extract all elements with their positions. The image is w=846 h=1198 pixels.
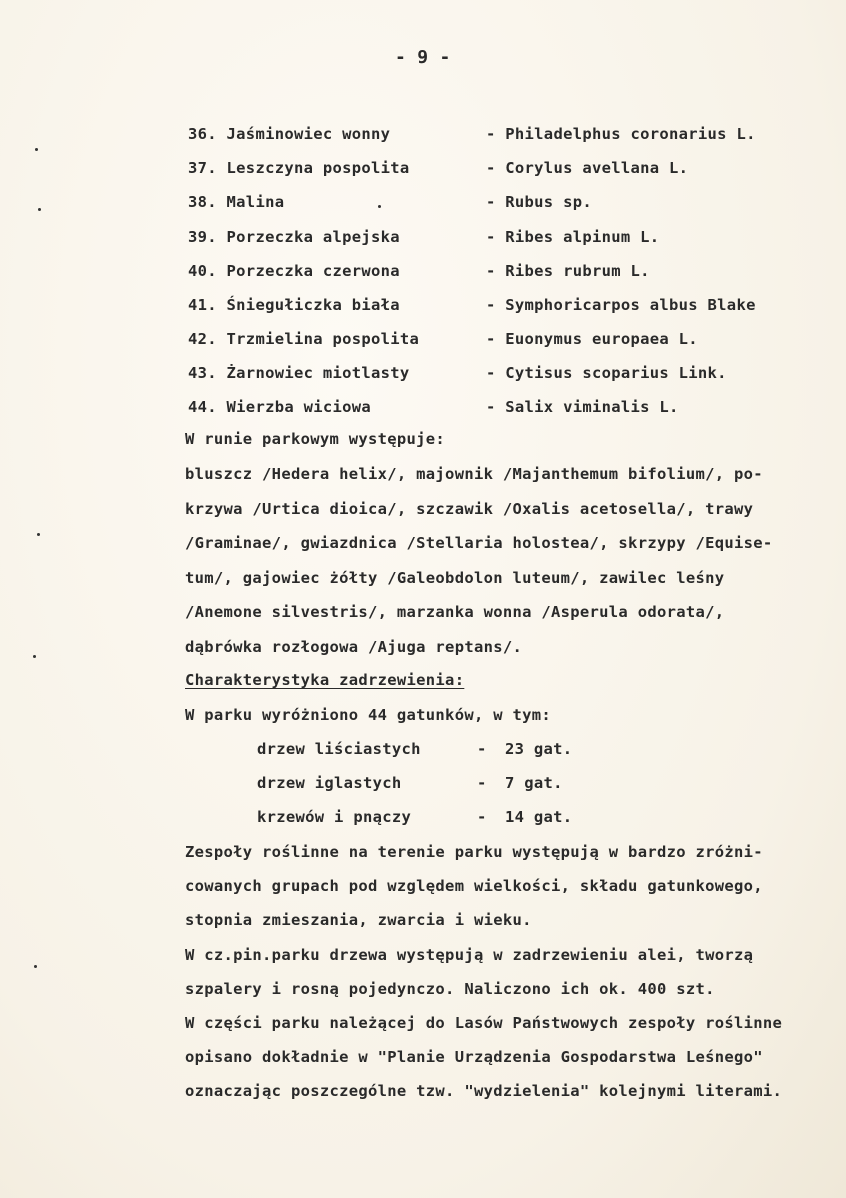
species-dash: - <box>486 296 496 314</box>
species-polish-name <box>188 398 371 416</box>
species-number: 41. <box>188 296 217 314</box>
species-latin-label: Ribes alpinum L. <box>505 228 660 246</box>
body-line: cowanych grupach pod względem wielkości, składu gatunkowego, <box>185 877 763 895</box>
species-dash: - <box>486 262 496 280</box>
species-row <box>188 159 828 193</box>
species-polish-label: Malina <box>226 193 285 211</box>
species-latin-label: Salix viminalis L. <box>505 398 679 416</box>
species-polish-label: Śniegułiczka biała <box>226 296 400 314</box>
species-number: 42. <box>188 330 217 348</box>
body-line: W cz.pin.parku drzewa występują w zadrzewieniu alei, tworzą <box>185 946 754 964</box>
species-number: 37. <box>188 159 217 177</box>
species-latin-name <box>486 364 727 382</box>
species-polish-name <box>188 296 400 314</box>
characteristics-intro: W parku wyróżniono 44 gatunków, w tym: <box>185 706 552 724</box>
runo-line: /Anemone silvestris/, marzanka wonna /Asperula odorata/, <box>185 603 725 621</box>
species-latin-label: Euonymus europaea L. <box>505 330 698 348</box>
species-row <box>188 398 828 432</box>
body-line: stopnia zmieszania, zwarcia i wieku. <box>185 911 532 929</box>
species-latin-label: Rubus sp. <box>505 193 592 211</box>
species-polish-label: Wierzba wiciowa <box>226 398 372 416</box>
species-latin-name <box>486 125 756 143</box>
body-line: opisano dokładnie w "Planie Urządzenia Gospodarstwa Leśnego" <box>185 1048 763 1066</box>
species-number: 39. <box>188 228 217 246</box>
species-latin-name <box>486 159 688 177</box>
speck <box>378 205 381 208</box>
species-latin-name <box>486 296 756 314</box>
species-polish-label: Żarnowiec miotlasty <box>226 364 410 382</box>
runo-heading: W runie parkowym występuje: <box>185 430 446 448</box>
species-polish-name <box>188 364 410 382</box>
species-polish-label: Jaśminowiec wonny <box>226 125 391 143</box>
species-polish-label: Porzeczka czerwona <box>226 262 400 280</box>
species-dash: - <box>486 228 496 246</box>
species-latin-label: Cytisus scoparius Link. <box>505 364 727 382</box>
species-polish-label: Trzmielina pospolita <box>226 330 420 348</box>
species-number: 40. <box>188 262 217 280</box>
species-polish-name <box>188 228 400 246</box>
margin-speck <box>35 148 38 151</box>
species-number: 44. <box>188 398 217 416</box>
body-line: szpalery i rosną pojedynczo. Naliczono ich ok. 400 szt. <box>185 980 715 998</box>
summary-label: krzewów i pnączy <box>257 808 412 826</box>
species-row <box>188 125 828 159</box>
summary-dash: - <box>477 808 487 826</box>
species-dash: - <box>486 330 496 348</box>
summary-label: drzew liściastych <box>257 740 421 758</box>
body-line: Zespoły roślinne na terenie parku występują w bardzo zróżni- <box>185 843 763 861</box>
body-line: W części parku należącej do Lasów Państwowych zespoły roślinne <box>185 1014 783 1032</box>
page-number: - 9 - <box>395 47 451 68</box>
species-polish-label: Porzeczka alpejska <box>226 228 400 246</box>
species-polish-name <box>188 262 400 280</box>
body-line: oznaczając poszczególne tzw. "wydzielenia" kolejnymi literami. <box>185 1082 783 1100</box>
species-latin-name <box>486 228 659 246</box>
summary-count: 23 gat. <box>505 740 573 758</box>
species-latin-label: Symphoricarpos albus Blake <box>505 296 756 314</box>
runo-line: dąbrówka rozłogowa /Ajuga reptans/. <box>185 637 523 656</box>
species-latin-name <box>486 398 679 416</box>
summary-label: drzew iglastych <box>257 774 402 792</box>
species-polish-label: Leszczyna pospolita <box>226 159 410 177</box>
summary-dash: - <box>477 774 487 792</box>
margin-speck <box>38 208 41 211</box>
margin-speck <box>33 655 36 658</box>
runo-line: bluszcz /Hedera helix/, majownik /Majanthemum bifolium/, po- <box>185 465 763 483</box>
species-row <box>188 296 828 330</box>
species-dash: - <box>486 159 496 177</box>
species-latin-label: Ribes rubrum L. <box>505 262 650 280</box>
species-dash: - <box>486 398 496 416</box>
species-polish-name <box>188 193 284 211</box>
species-polish-name <box>188 330 419 348</box>
runo-line: krzywa /Urtica dioica/, szczawik /Oxalis acetosella/, trawy <box>185 499 754 518</box>
summary-dash: - <box>477 740 487 758</box>
summary-row <box>257 740 657 774</box>
species-number: 36. <box>188 125 217 143</box>
species-polish-name <box>188 125 390 143</box>
species-latin-name <box>486 262 650 280</box>
species-number: 43. <box>188 364 217 382</box>
species-row <box>188 262 828 296</box>
species-dash: - <box>486 193 496 211</box>
species-dash: - <box>486 125 496 143</box>
species-row <box>188 330 828 364</box>
species-row <box>188 193 828 227</box>
species-row <box>188 364 828 398</box>
species-latin-name <box>486 193 592 211</box>
summary-count: 7 gat. <box>505 774 563 792</box>
summary-row <box>257 774 657 808</box>
species-number: 38. <box>188 193 217 211</box>
margin-speck <box>34 965 37 968</box>
runo-line: tum/, gajowiec żółty /Galeobdolon luteum/, zawilec leśny <box>185 568 725 587</box>
margin-speck <box>37 533 40 536</box>
species-row <box>188 228 828 262</box>
characteristics-heading: Charakterystyka zadrzewienia: <box>185 671 465 689</box>
species-dash: - <box>486 364 496 382</box>
runo-line: /Graminae/, gwiazdnica /Stellaria holostea/, skrzypy /Equise- <box>185 534 773 552</box>
summary-row <box>257 808 657 842</box>
species-polish-name <box>188 159 410 177</box>
summary-count: 14 gat. <box>505 808 573 826</box>
species-latin-label: Philadelphus coronarius L. <box>505 125 756 143</box>
species-latin-name <box>486 330 698 348</box>
species-latin-label: Corylus avellana L. <box>505 159 689 177</box>
